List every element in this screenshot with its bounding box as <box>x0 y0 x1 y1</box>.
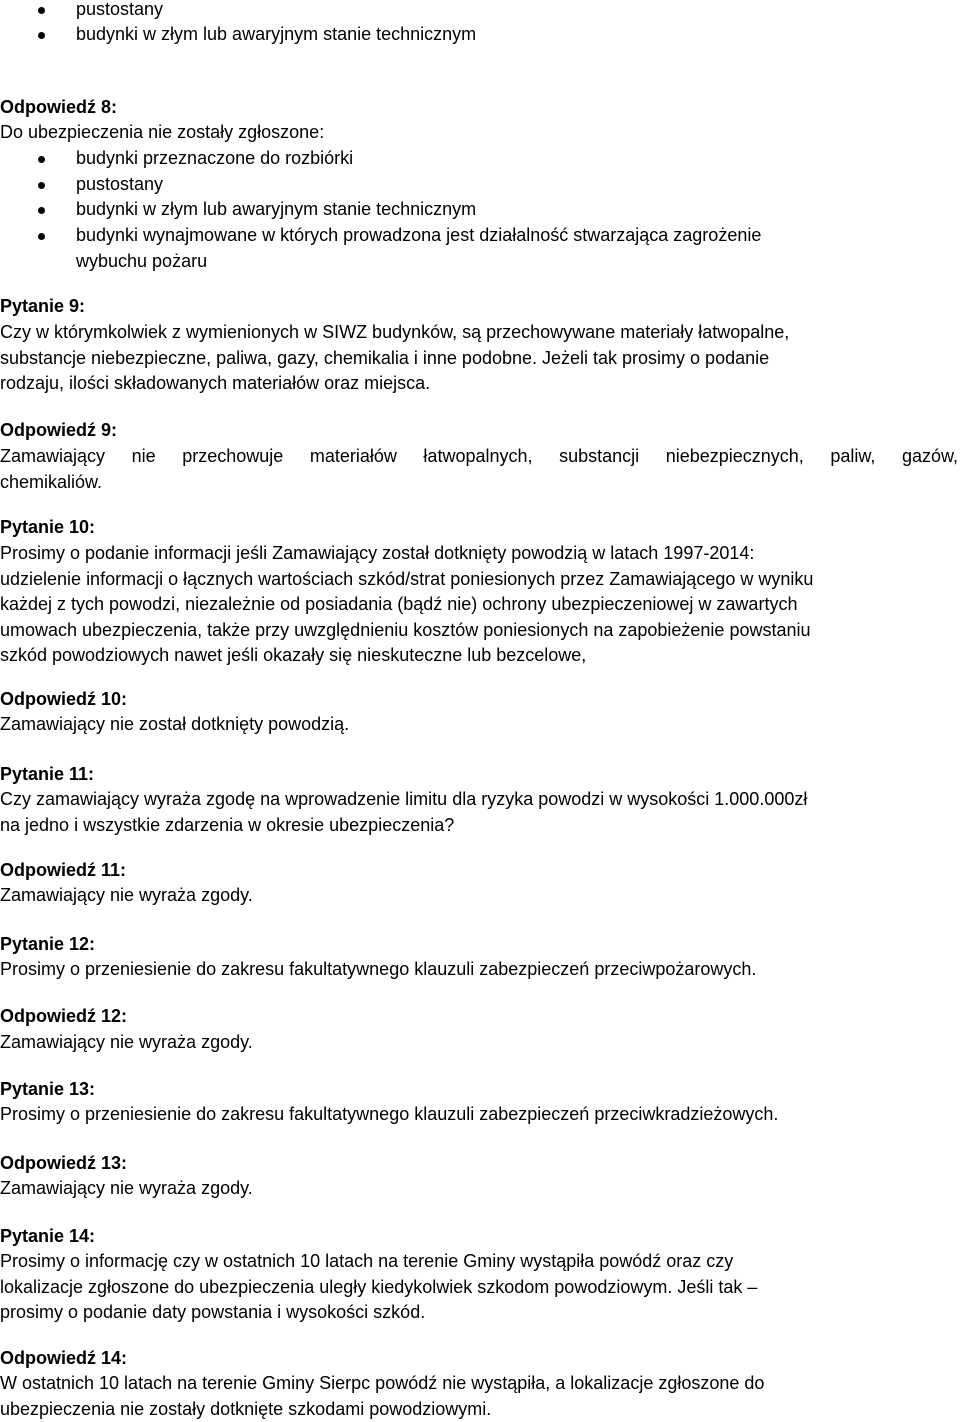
question-9-heading: Pytanie 9: <box>0 296 86 316</box>
answer-11-heading: Odpowiedź 11: <box>0 860 127 880</box>
answer-9-text: Zamawiający nie przechowuje materiałów łatwopalnych, substancji niebezpiecznych, paliw, gazów, chemikaliów. <box>0 446 958 492</box>
answer-10-heading: Odpowiedź 10: <box>0 689 128 709</box>
answer-11-text: Zamawiający nie wyraża zgody. <box>0 885 253 905</box>
list-item-continuation: wybuchu pożaru <box>76 251 208 271</box>
question-13-heading: Pytanie 13: <box>0 1079 96 1099</box>
question-13-text: Prosimy o przeniesienie do zakresu fakultatywnego klauzuli zabezpieczeń przeciwkradzieżowych. <box>0 1104 779 1124</box>
answer-8-intro: Do ubezpieczenia nie zostały zgłoszone: <box>0 122 325 142</box>
list-item: budynki w złym lub awaryjnym stanie technicznym <box>0 22 958 48</box>
question-14-heading: Pytanie 14: <box>0 1226 96 1246</box>
list-item: budynki w złym lub awaryjnym stanie technicznym <box>0 197 958 223</box>
answer-13-heading: Odpowiedź 13: <box>0 1153 128 1173</box>
question-9-text: Czy w którymkolwiek z wymienionych w SIWZ budynków, są przechowywane materiały łatwopalne, substancje niebezpieczne, paliwa, gazy, chemikalia i inne podobne. Jeżeli tak prosimy o podanie rodzaju, ilości składowanych materiałów oraz miejsca. <box>0 322 790 393</box>
question-10-text: Prosimy o podanie informacji jeśli Zamawiający został dotknięty powodzią w latach 1997-2014: udzielenie informacji o łącznych wartościach szkód/strat poniesionych przez Zamawiającego w wyniku każdej z tych powodzi, niezależnie od posiadania (bądź nie) ochrony ubezpieczeniowej w zawartych umowach ubezpieczenia, także przy uwzględnieniu kosztów poniesionych na zapobieżenie powstaniu szkód powodziowych nawet jeśli okazały się nieskuteczne lub bezcelowe, <box>0 543 814 665</box>
question-14-text: Prosimy o informację czy w ostatnich 10 latach na terenie Gminy wystąpiła powódź oraz czy lokalizacje zgłoszone do ubezpieczenia uległy kiedykolwiek szkodom powodziowym. Jeśli tak – prosimy o podanie daty powstania i wysokości szkód. <box>0 1251 758 1322</box>
list-item: pustostany <box>0 0 958 23</box>
list-item: budynki wynajmowane w których prowadzona jest działalność stwarzająca zagrożenie <box>0 223 958 249</box>
question-12-text: Prosimy o przeniesienie do zakresu fakultatywnego klauzuli zabezpieczeń przeciwpożarowych. <box>0 959 757 979</box>
answer-12-text: Zamawiający nie wyraża zgody. <box>0 1032 253 1052</box>
answer-12-heading: Odpowiedź 12: <box>0 1006 128 1026</box>
question-10-heading: Pytanie 10: <box>0 517 96 537</box>
question-11-heading: Pytanie 11: <box>0 764 95 784</box>
bullet-icon <box>38 32 45 39</box>
answer-13-text: Zamawiający nie wyraża zgody. <box>0 1178 253 1198</box>
bullet-icon <box>38 156 45 163</box>
bullet-icon <box>38 207 45 214</box>
bullet-icon <box>38 233 45 240</box>
answer-10-text: Zamawiający nie został dotknięty powodzią. <box>0 714 350 734</box>
answer-8-heading: Odpowiedź 8: <box>0 97 117 117</box>
answer-14-text: W ostatnich 10 latach na terenie Gminy Sierpc powódź nie wystąpiła, a lokalizacje zgłoszone do ubezpieczenia nie zostały dotknięte szkodami powodziowymi. <box>0 1373 765 1419</box>
list-item: pustostany <box>0 172 958 198</box>
answer-14-heading: Odpowiedź 14: <box>0 1348 128 1368</box>
question-11-text: Czy zamawiający wyraża zgodę na wprowadzenie limitu dla ryzyka powodzi w wysokości 1.000.000zł na jedno i wszystkie zdarzenia w okresie ubezpieczenia? <box>0 789 808 835</box>
list-item: budynki przeznaczone do rozbiórki <box>0 146 958 172</box>
bullet-icon <box>38 182 45 189</box>
answer-9-heading: Odpowiedź 9: <box>0 420 117 440</box>
bullet-icon <box>38 7 45 14</box>
question-12-heading: Pytanie 12: <box>0 934 96 954</box>
